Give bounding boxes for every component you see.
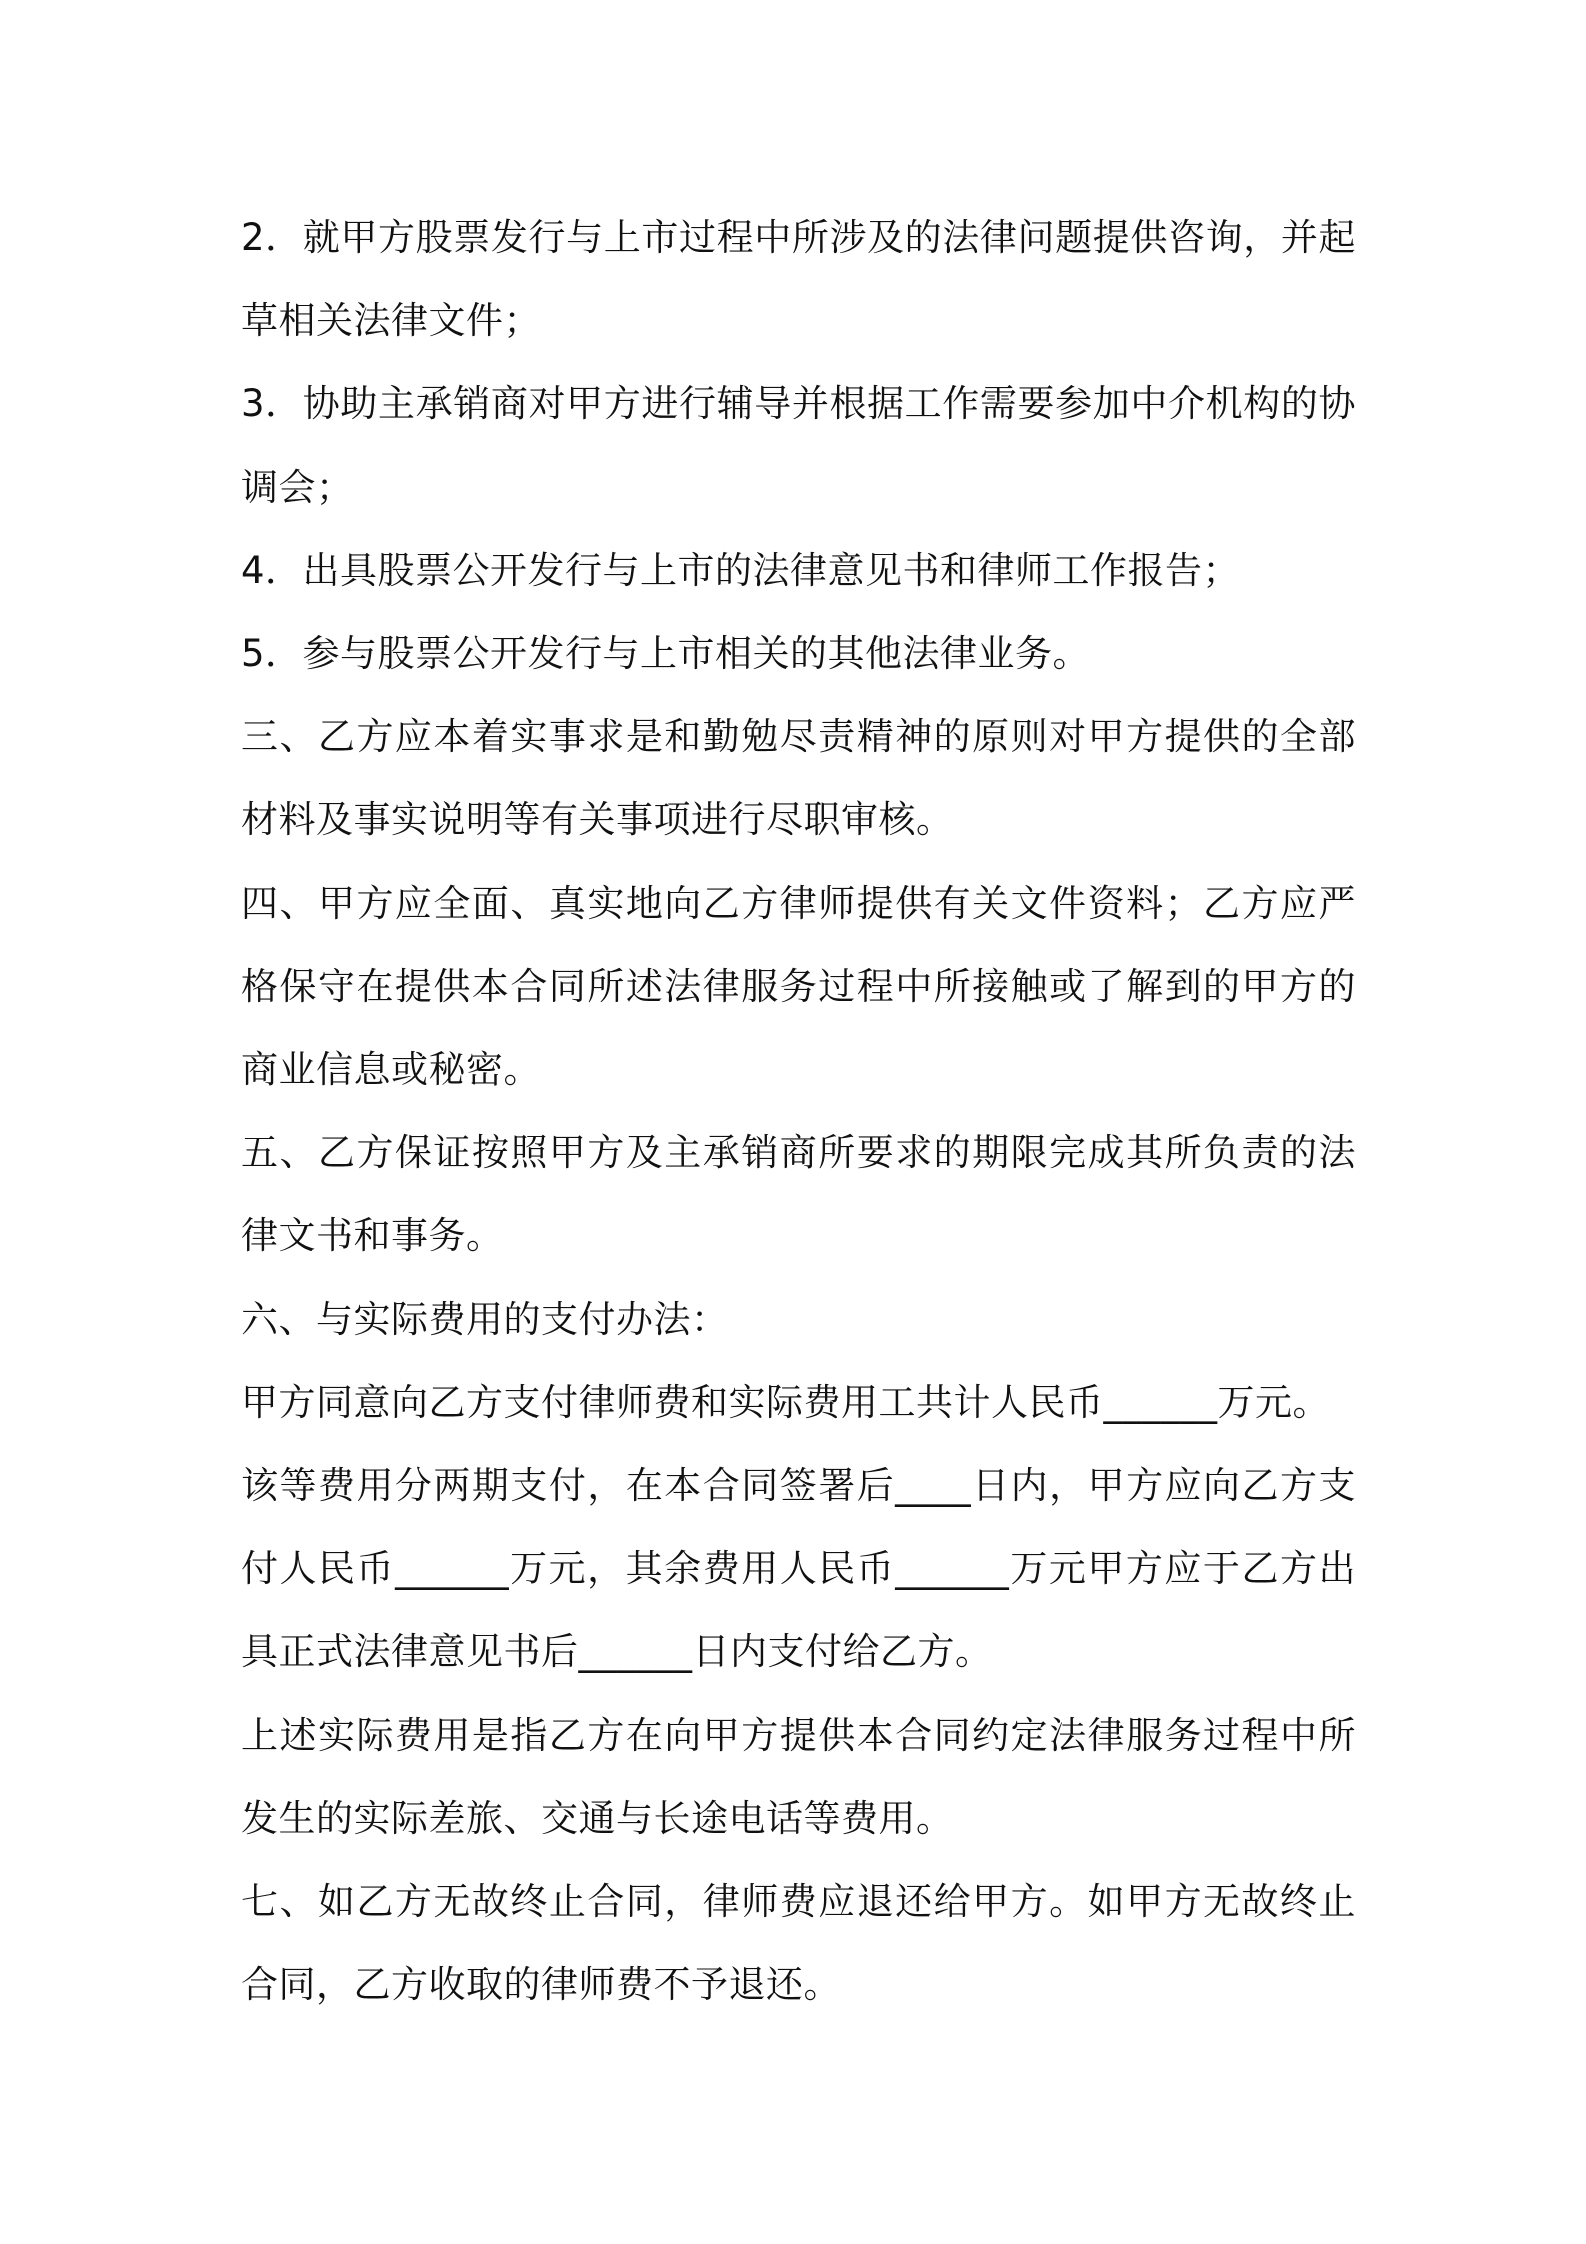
paragraph-clause-3: 三、乙方应本着实事求是和勤勉尽责精神的原则对甲方提供的全部材料及事实说明等有关事项进行尽职审核。 [241, 715, 1356, 842]
paragraph-clause-6-heading: 六、与实际费用的支付办法： [241, 1297, 729, 1341]
paragraph-fee-definition: 上述实际费用是指乙方在向甲方提供本合同约定法律服务过程中所发生的实际差旅、交通与长途电话等费用。 [241, 1713, 1356, 1840]
paragraph-clause-4: 四、甲方应全面、真实地向乙方律师提供有关文件资料；乙方应严格保守在提供本合同所述法律服务过程中所接触或了解到的甲方的商业信息或秘密。 [241, 881, 1356, 1092]
paragraph-item-4: 4．出具股票公开发行与上市的法律意见书和律师工作报告； [241, 548, 1241, 592]
paragraph-item-2: 2．就甲方股票发行与上市过程中所涉及的法律问题提供咨询，并起草相关法律文件； [241, 216, 1356, 343]
paragraph-clause-5: 五、乙方保证按照甲方及主承销商所要求的期限完成其所负责的法律文书和事务。 [241, 1131, 1356, 1258]
paragraph-clause-7: 七、如乙方无故终止合同，律师费应退还给甲方。如甲方无故终止合同，乙方收取的律师费不予退还。 [241, 1880, 1356, 2007]
document-body [241, 196, 1356, 2026]
paragraph-item-5: 5．参与股票公开发行与上市相关的其他法律业务。 [241, 632, 1091, 676]
paragraph-fee-total: 甲方同意向乙方支付律师费和实际费用工共计人民币______万元。 [241, 1380, 1330, 1424]
paragraph-item-3: 3．协助主承销商对甲方进行辅导并根据工作需要参加中介机构的协调会； [241, 382, 1356, 509]
paragraph-fee-installments: 该等费用分两期支付，在本合同签署后____日内，甲方应向乙方支付人民币______万元，其余费用人民币______万元甲方应于乙方出具正式法律意见书后______日内支付给乙方。 [241, 1464, 1356, 1674]
